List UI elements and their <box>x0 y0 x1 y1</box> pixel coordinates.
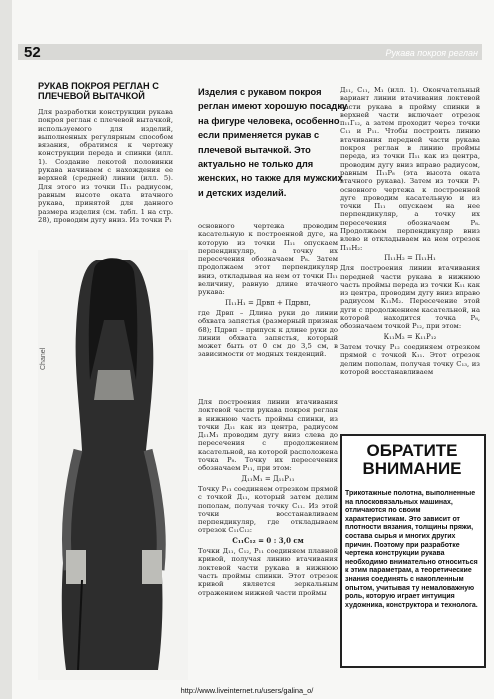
formula-front-length: П₁₁Н₂ = П₁₁Н₁ <box>384 253 436 262</box>
left-column-text: Для разработки конструкции рукава покроя реглан с плечевой вытачкой, используемого для изделий, выполненных регулярным способом вязания, обратимся к чертежу конструкции переда и спинки (илл. 1). Создание лекотой половинки рукава начинаем с нахождения ее верхней (средней) линии (илл. 5). Для этого из точки П₁₁ радиусом, равным высоте оката втачного рукава, принятой для данного размера изделия (см. табл. 1 на стр. 28), проводим дугу вниз. Из точки Р₁ <box>38 108 173 224</box>
right-column-text <box>340 86 480 376</box>
pull-quote: Изделия с рукавом покроя реглан имеют хорошую посадку на фигуре человека, особенно если применяется рукав с плечевой вытачкой. Это актуально не только для женских, но также для мужских и детских изделий. <box>198 87 348 198</box>
fashion-photo <box>38 250 188 680</box>
model-illustration <box>38 250 188 680</box>
formula-offset: С₁₁С₁₂ = 0 : 3,0 см <box>232 535 304 545</box>
middle-text-1: основного чертежа проводим касательную к построенной дуге, на которую из точки П₁₁ опускаем перпендикуляр, а точку их пересечения обозначаем Р₈. Затем продолжаем этот перпендикуляр вниз, откладывая на нем от точки П₁₁ величину, равную длине втачного рукава: <box>198 222 338 297</box>
right-text-2: Для построения линии втачивания передней части рукава в нижнюю часть проймы переда из точки К₁₁ как из центра, проводим дугу вниз вправо радиусом К₁₁М₂. Пересечение этой дуги с продолжением касательной, на которой находится точка Р₈, обозначаем точкой Р₁₂, при этом: <box>340 264 480 331</box>
formula-radius: Д₁₁М₁ = Д₁₁Р₁₁ <box>241 474 295 483</box>
page-margin-shadow <box>0 0 12 699</box>
formula-front-radius: К₁₁М₂ = К₁₁Р₁₂ <box>383 332 437 341</box>
middle-text-5: Точки Д₁₁, С₁₂, Р₁₁ соединяем плавной кривой, получая линию втачивания локтевой части рукава в нижнюю часть проймы спинки. Этот отрезок кривой является зеркальным отражением нижней части проймы <box>198 547 338 597</box>
formula-sleeve-length: П₁₁Н₁ = Дрвп + Пдрвп, <box>225 298 311 307</box>
middle-text-4: Точку Р₁₁ соединяем отрезком прямой с точкой Д₁₁, который затем делим пополам, получая точку С₁₁. Из этой точки восстанавливаем перпендикуляр, где откладываем отрезок С₁₁С₁₂: <box>198 484 338 535</box>
photo-caption: Chanel <box>40 347 47 370</box>
running-title: Рукава покроя реглан <box>385 48 478 58</box>
right-text-1: Д₁₁, С₁₁, М₁ (илл. 1). Окончательный вариант линии втачивания локтевой части рукава в пройму спинки в верхней части включает отрезок п₁₁Г₁₂, а затем проходит через точки С₁₁ и Р₁₁. Чтобы построить линию втачивания передней части рукава покроя реглан в линию проймы переда, из точки П₁₁ как из центра, проводим дугу вниз вправо радиусом, равным П₁₁Р₈ (эта высота оката втачного рукава). Затем из точки Р₁ основного чертежа к построенной дуге проводим касательную и из точки П₁₁ опускаем на нее перпендикуляр, а точку их пересечения обозначаем Р₈. Продолжаем перпендикуляр вниз влево и откладываем на нем отрезок П₁₁Н₂: <box>340 86 480 252</box>
notice-title: ОБРАТИТЕ ВНИМАНИЕ <box>362 441 462 478</box>
middle-column-text <box>198 222 338 359</box>
middle-text-3: Для построения линии втачивания локтевой части рукава покроя реглан в нижнюю часть проймы спинки, из точки Д₁₁ как из центра, радиусом Д₁₁М₁ проводим дугу вниз слева до пересечения с продолжением касательной, на которой расположена точка Р₈. Точку их пересечения обозначаем Р₁₁, при этом: <box>198 398 338 473</box>
middle-text-2: где Дрвп – Длина руки до линии обхвата запястья (размерный признак 68); Пдрвп – припуск к длине руки до линии обхвата запястья, который может быть от 0 см до 3,5 см, в зависимости от модных тенденций. <box>198 308 338 359</box>
notice-text: Трикотажные полотна, выполненные на плосковязальных машинах, отличаются по своим характеристикам. Это зависит от плотности вязания, толщины пряжи, состава сырья и многих других причин. Поэтому при разработке чертежа конструкции рукава необходимо внимательно относиться к этим параметрам, а теоретические знания соединять с накопленным опытом, учитывая ту немаловажную роль, которую играет интуиция художника, конструктора и технолога. <box>345 490 478 609</box>
footer-url: http://www.liveinternet.ru/users/galina_o/ <box>180 686 314 695</box>
page-number: 52 <box>24 44 41 61</box>
middle-lower-text <box>198 398 338 597</box>
right-text-3: Затем точку Р₁₂ соединяем отрезком прямой с точкой К₁₁. Этот отрезок делим пополам, получая точку С₁₃, из которой восстанавливаем <box>340 342 480 376</box>
article-heading: РУКАВ ПОКРОЯ РЕГЛАН С ПЛЕЧЕВОЙ ВЫТАЧКОЙ <box>38 81 159 101</box>
